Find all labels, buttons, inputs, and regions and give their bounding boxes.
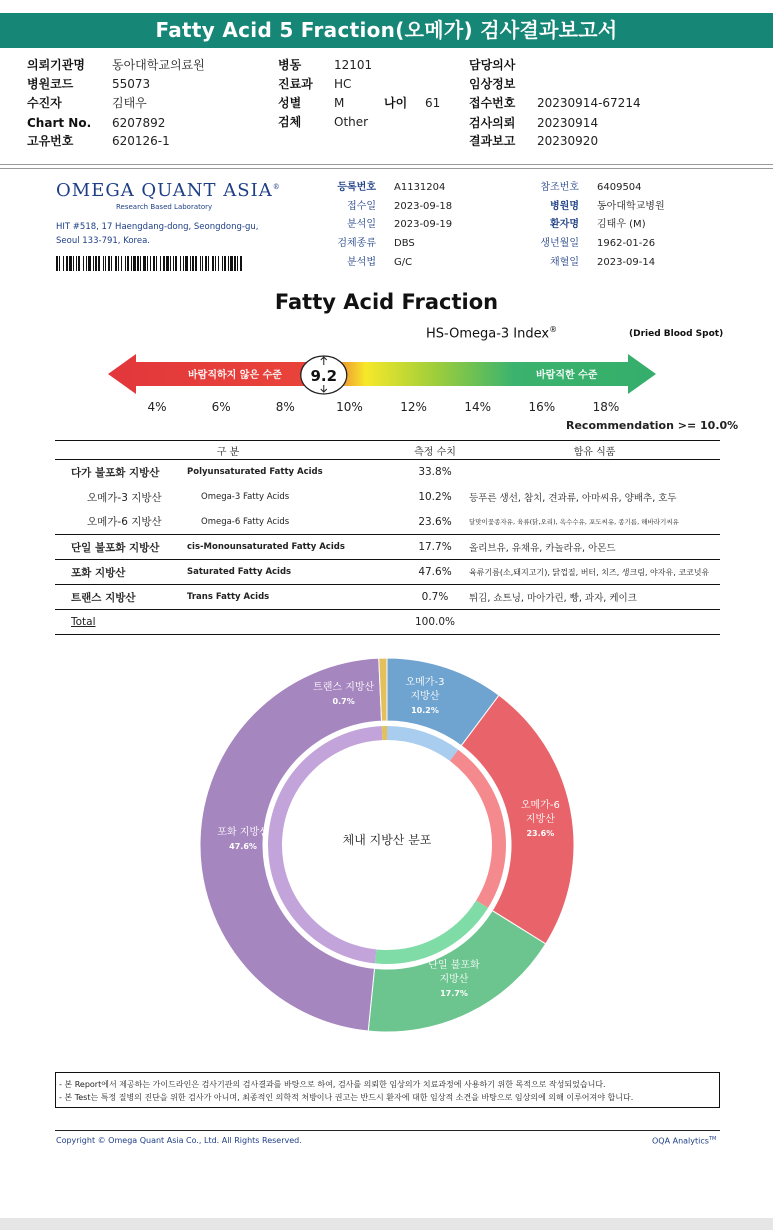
header-divider [0,164,773,165]
slice-value: 0.7% [332,697,355,707]
lab-info-label: 등록번호 [337,182,376,193]
barcode-bar [131,256,132,271]
index-marker [301,356,347,394]
barcode-bar [118,256,119,271]
page-bottom-band [0,1218,773,1230]
lab-info-value: 1962-01-26 [597,238,656,249]
logo-text: OMEGA QUANT ASIA [56,180,273,201]
barcode-bar [111,256,112,271]
header-field [278,57,373,73]
slice-value: 17.7% [440,989,468,999]
fatty-acid-name-ko: 단일 불포화 지방산 [55,535,187,560]
age-value: 61 [425,96,441,110]
total-label: Total [71,616,96,628]
fatty-acid-value: 47.6% [401,560,469,585]
header-field-value: 김태우 [112,96,147,110]
barcode-bar [200,256,201,271]
fatty-acid-value: 33.8% [401,460,469,485]
barcode-bar [237,256,238,271]
barcode-bar [69,256,72,271]
barcode-bar [83,256,84,271]
slice-name: 오메가-6 지방산 [520,799,560,825]
barcode-bar [86,256,87,271]
table-row [55,510,720,535]
slice-name: 오메가-3 지방산 [405,676,445,702]
header-field-label: 수진자 [27,96,62,110]
fatty-acid-foods: 튀김, 쇼트닝, 마아가린, 빵, 과자, 케이크 [469,585,720,610]
lab-info-label: 검체종류 [337,238,376,249]
header-field [469,76,515,92]
oqa-brand-mark: TM [708,1136,717,1142]
fatty-acid-name-ko: 오메가-3 지방산 [87,491,162,504]
lab-address-line2: Seoul 133-791, Korea. [56,236,150,246]
barcode-bar [175,256,177,271]
fatty-acid-name-ko: 오메가-6 지방산 [87,516,162,529]
barcode-bar [59,256,60,271]
slice-label-saturated [213,826,273,876]
header-field-value: Other [334,115,369,129]
good-level-label: 바람직한 수준 [536,370,598,381]
oqa-brand-text: OQA Analytics [652,1136,709,1146]
header-field [278,76,352,92]
fatty-acid-value: 23.6% [418,515,452,528]
scale-tick-label: 16% [528,400,556,414]
barcode-bar [234,256,236,271]
lab-info-label-cell [296,218,376,231]
barcode-bar [208,256,209,271]
oqa-brand [652,1136,716,1146]
index-title-mark: ® [549,325,558,334]
lab-info-value: 2023-09-19 [394,219,453,230]
lab-info-label: 참조번호 [540,182,579,193]
header-field-value: 6207892 [112,116,166,130]
barcode-bar [212,256,214,271]
barcode-bar [98,256,100,271]
chart-center-label: 체내 지방산 분포 [342,833,432,847]
lab-info-value: 동아대학교병원 [597,201,665,212]
fatty-acid-name-ko: 포화 지방산 [55,560,187,585]
inner-ring-slice-trans [382,726,387,740]
fatty-acid-name-en: Omega-3 Fatty Acids [201,492,290,502]
lab-address-line1: HIT #518, 17 Haengdang-dong, Seongdong-gu, [56,222,259,232]
header-field-label: 검사의뢰 [469,116,516,130]
copyright: Copyright © Omega Quant Asia Co., Ltd. All Rights Reserved. [56,1136,302,1145]
omega3-index-scale [108,348,660,400]
lab-info-label: 병원명 [550,201,579,212]
header-field-label: 의뢰기관명 [27,58,85,72]
barcode-bar [170,256,171,271]
scale-tick-label: 8% [275,400,295,414]
header-field-value: 20230914 [537,116,599,130]
fatty-acid-value: 0.7% [401,585,469,610]
age-label: 나이 [384,96,408,110]
barcode-bar [78,256,80,271]
header-field-value: HC [334,77,352,91]
report-notes [55,1072,720,1108]
header-field [278,95,345,111]
fatty-acid-foods: 육류기름(소,돼지고기), 닭껍질, 버터, 치즈, 생크림, 야자유, 코코넛유 [469,560,720,585]
barcode-bar [105,256,106,271]
lab-info-value: 6409504 [597,182,642,193]
header-field-label: 결과보고 [469,134,516,148]
slice-label-omega3 [394,676,456,726]
header-field-label: 진료과 [278,77,313,91]
scale-tick-label: 6% [211,400,231,414]
section-title: Fatty Acid Fraction [274,290,499,314]
header-field-value: 12101 [334,58,373,72]
slice-name: 트랜스 지방산 [313,682,375,694]
slice-label-omega6 [515,799,565,849]
barcode-bar [121,256,122,271]
table-row [55,560,720,585]
total-value: 100.0% [401,610,469,635]
barcode-bar [240,256,242,271]
barcode-bar [156,256,157,271]
fatty-acid-name-ko: 트랜스 지방산 [55,585,187,610]
age-field [384,95,440,111]
barcode-bar [205,256,207,271]
scale-tick-label: 14% [464,400,492,414]
fatty-acid-name-en: Trans Fatty Acids [187,585,401,610]
barcode-bar [153,256,155,271]
barcode-bar [183,256,184,271]
slice-value: 10.2% [411,705,439,715]
barcode-bar [166,256,169,271]
barcode-bar [76,256,77,271]
header-field-value: 55073 [112,77,151,91]
slice-value: 23.6% [526,828,555,838]
dried-blood-spot-note: (Dried Blood Spot) [629,329,724,339]
note-line: - 본 Report에서 제공하는 가이드라인은 검사기관의 검사결과를 바탕으로 하여, 검사를 의뢰한 임상의가 치료과정에 사용하기 위한 목적으로 작성되었습니다. [59,1080,606,1089]
fatty-acid-foods [469,460,720,485]
barcode-bar [137,256,139,271]
fatty-acid-value: 17.7% [401,535,469,560]
index-title-text: HS-Omega-3 Index [426,326,550,342]
header-field-value: 620126-1 [112,134,170,148]
barcode-bar [140,256,141,271]
lab-info-value: 김태우 (M) [597,219,646,230]
lab-info-label-cell [296,237,376,250]
barcode-bar [143,256,146,271]
fatty-acid-name-en: Polyunsaturated Fatty Acids [187,460,401,485]
header-field-label: 병원코드 [27,77,74,91]
barcode-bar [147,256,148,271]
barcode-bar [73,256,74,271]
fatty-acid-distribution-chart [196,654,578,1036]
lab-info-label: 분석법 [347,257,376,268]
slice-name: 포화 지방산 [217,826,269,838]
barcode-bar [190,256,191,271]
header-field-value: 20230920 [537,134,599,148]
fatty-acid-name-en: Saturated Fatty Acids [187,560,401,585]
fatty-acid-foods: 달맞이꽃종자유, 육류(닭,오리), 옥수수유, 포도씨유, 종기름, 해바라기씨유 [469,518,679,527]
barcode-bar [218,256,219,271]
lab-info-label: 접수일 [347,201,376,212]
header-field-label: 임상정보 [469,77,516,91]
lab-info-label-cell [296,256,376,269]
lab-info-label: 생년월일 [540,238,579,249]
lab-info-value: 2023-09-18 [394,201,453,212]
header-field [27,115,166,131]
omega-quant-logo [56,180,281,201]
scale-tick-label: 4% [147,400,167,414]
fatty-acid-name-en: Omega-6 Fatty Acids [201,516,290,527]
header-divider [0,168,773,169]
barcode-bar [224,256,226,271]
header-food: 함유 식품 [469,441,720,460]
fatty-acid-value: 10.2% [418,491,452,503]
barcode-bar [160,256,161,271]
fatty-acid-foods: 올리브유, 유채유, 카놀라유, 아몬드 [469,535,720,560]
lab-info-label-cell [499,181,579,194]
table-row [55,535,720,560]
header-field-label: 고유번호 [27,134,74,148]
header-field-label: 병동 [278,58,302,72]
lab-info-value: 2023-09-14 [597,257,656,268]
barcode-bar [66,256,68,271]
barcode-bar [222,256,223,271]
barcode-bar [180,256,181,271]
report-title: Fatty Acid 5 Fraction(오메가) 검사결과보고서 [0,13,773,48]
barcode-bar [93,256,94,271]
scale-tick-label: 18% [592,400,620,414]
barcode-bar [95,256,97,271]
slice-value: 47.6% [229,841,257,851]
header-field [278,114,369,130]
lab-info-value: G/C [394,257,413,268]
table-header [55,441,720,460]
barcode-bar [63,256,64,271]
lab-info-label-cell [499,256,579,269]
lab-info-value: DBS [394,238,415,249]
header-field-value: M [334,96,345,110]
lab-info-label-cell [499,237,579,250]
barcode-bar [173,256,174,271]
bad-level-label: 바람직하지 않은 수준 [188,370,282,381]
barcode-bar [228,256,229,271]
lab-info-label-cell [499,218,579,231]
barcode-bar [195,256,197,271]
recommendation: Recommendation >= 10.0% [566,419,739,432]
lab-info-label: 환자명 [550,219,579,230]
scale-tick-label: 10% [336,400,363,414]
logo-subtitle: Research Based Laboratory [116,203,213,211]
footer-divider [55,1130,720,1131]
barcode-bar [192,256,194,271]
barcode-icon [56,256,242,271]
slice-name: 단일 불포화 지방산 [428,960,480,986]
lab-info-label-cell [499,200,579,213]
barcode-bar [127,256,129,271]
header-field [469,95,641,111]
barcode-bar [56,256,58,271]
header-field-value: 20230914-67214 [537,96,641,110]
fatty-acid-name-en: cis-Monounsaturated Fatty Acids [187,535,401,560]
header-field-value: 동아대학교의료원 [112,58,205,72]
note-line: - 본 Test는 특정 질병의 진단을 위한 검사가 아니며, 최종적인 의학적 처방이나 권고는 반드시 환자에 대한 임상적 소견을 바탕으로 임상의에 의해 이루어져야 합니다. [59,1093,634,1102]
header-field [27,57,205,73]
header-value: 측정 수치 [401,441,469,460]
fatty-acid-foods: 등푸른 생선, 참치, 견과류, 아마씨유, 양배추, 호두 [469,493,677,504]
barcode-bar [202,256,203,271]
header-field-label: 담당의사 [469,58,516,72]
barcode-bar [215,256,216,271]
header-field [27,76,151,92]
header-category: 구 분 [55,441,401,460]
barcode-bar [163,256,165,271]
header-field-label: 접수번호 [469,96,516,110]
barcode-bar [185,256,188,271]
slice-label-mono [424,959,484,1009]
index-value: 9.2 [310,367,338,385]
header-field-label: 검체 [278,115,302,129]
header-field [469,133,599,149]
table-row [55,460,720,485]
lab-info-value: A1131204 [394,182,446,193]
lab-info-label-cell [296,181,376,194]
fatty-acid-name-ko: 다가 불포화 지방산 [55,460,187,485]
header-field-label: 성별 [278,96,302,110]
header-field-label: Chart No. [27,116,92,130]
lab-info-label-cell [296,200,376,213]
barcode-bar [230,256,233,271]
fatty-acid-table [55,440,720,635]
barcode-bar [108,256,110,271]
barcode-bar [125,256,126,271]
header-field [469,115,599,131]
index-title [426,325,557,341]
header-field [27,133,170,149]
logo-mark: ® [272,183,281,191]
barcode-bar [88,256,91,271]
table-total-row [55,610,720,635]
scale-tick-label: 12% [400,400,427,414]
slice-label-trans [309,681,379,731]
lab-info-label: 채혈일 [550,257,579,268]
barcode-bar [115,256,117,271]
barcode-bar [133,256,136,271]
table-row [55,485,720,510]
barcode-bar [103,256,104,271]
lab-info-label: 분석일 [347,219,376,230]
table-row [55,585,720,610]
header-field [27,95,147,111]
header-field [469,57,515,73]
barcode-bar [150,256,151,271]
